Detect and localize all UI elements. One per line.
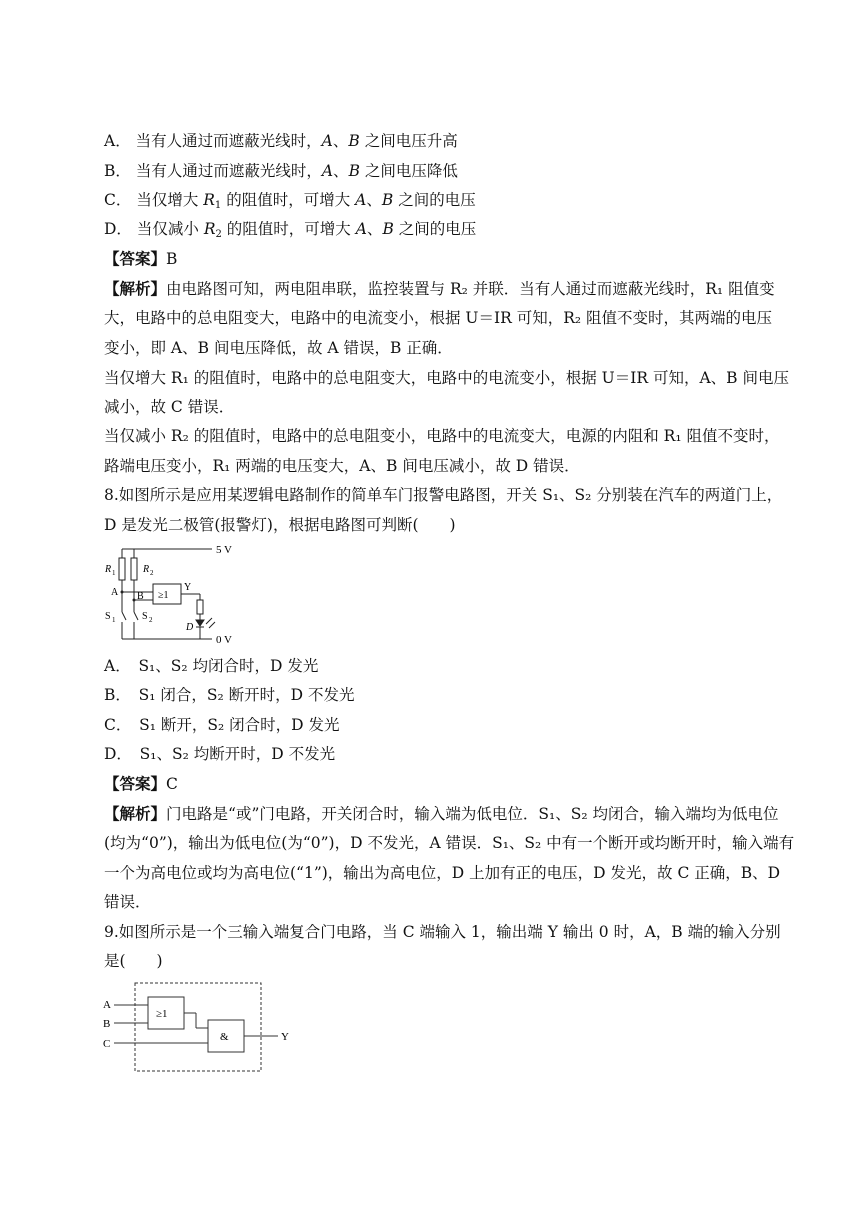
q9-gate-diagram (100, 980, 300, 1075)
q7-analysis-line: 变小，即 A、B 间电压降低，故 A 错误，B 正确． (104, 339, 453, 357)
circuit-label-d: D (186, 622, 194, 633)
circuit-label-y: Y (184, 582, 192, 593)
circuit-label-s1: S (105, 611, 111, 622)
q7-analysis-line: 路端电压变小，R₁ 两端的电压变大，A、B 间电压减小，故 D 错误． (104, 457, 580, 475)
q8-stem-line: 8.如图所示是应用某逻辑电路制作的简单车门报警电路图，开关 S₁、S₂ 分别装在汽车的两道门上， (104, 486, 783, 504)
q7-analysis-line: 当仅减小 R₂ 的阻值时，电路中的总电阻变小，电路中的电流变大，电源的内阻和 R₁ 阻值不变时， (104, 427, 780, 445)
q7-option-c: C． 当仅增大 $R_1$ 的阻值时，可增大 A、B 之间的电压 (104, 191, 476, 211)
q8-analysis-line: (均为“0”)，输出为低电位(为“0”)，D 不发光，A 错误．S₁、S₂ 中有一个断开或均断开时，输入端有 (104, 834, 795, 852)
circuit-label-0v: 0 V (216, 634, 232, 646)
q7-option-b: B． 当有人通过而遮蔽光线时，A、B 之间电压降低 (104, 162, 458, 180)
gate-input-b-label: B (103, 1018, 111, 1030)
circuit-label-s1-sub: 1 (112, 616, 116, 624)
circuit-label-s2-sub: 2 (149, 616, 153, 624)
q8-option-b: B． S₁ 闭合，S₂ 断开时，D 不发光 (104, 686, 355, 704)
circuit-gate-label: ≥1 (158, 590, 169, 601)
q8-option-a: A． S₁、S₂ 均闭合时，D 发光 (104, 657, 319, 675)
gate-input-c-label: C (103, 1038, 111, 1050)
q8-stem-line: D 是发光二极管(报警灯)，根据电路图可判断( ) (104, 516, 456, 534)
q7-option-d: D． 当仅减小 $R_2$ 的阻值时，可增大 A、B 之间的电压 (104, 220, 477, 240)
and-gate-label: & (220, 1031, 229, 1043)
q7-analysis-line: 当仅增大 R₁ 的阻值时，电路中的总电阻变大，电路中的电流变小，根据 U＝IR 可知，A、B 间电压 (104, 369, 789, 387)
circuit-label-b: B (137, 591, 144, 602)
or-gate-label: ≥1 (156, 1008, 168, 1020)
circuit-label-a: A (111, 587, 119, 598)
q8-analysis-line: 一个为高电位或均为高电位(“1”)，输出为高电位，D 上加有正的电压，D 发光，故 C 正确，B、D (104, 864, 781, 882)
circuit-label-5v: 5 V (216, 544, 232, 556)
circuit-label-r1: R (105, 564, 112, 575)
q7-answer: 【答案】B (104, 249, 178, 268)
q9-stem-line: 9.如图所示是一个三输入端复合门电路，当 C 端输入 1，输出端 Y 输出 0 时，A，B 端的输入分别 (104, 923, 781, 941)
circuit-label-s2: S (142, 611, 148, 622)
q8-answer: 【答案】C (104, 774, 178, 793)
circuit-label-r1-sub: 1 (112, 569, 116, 577)
q7-analysis-line: 大，电路中的总电阻变大，电路中的电流变小，根据 U＝IR 可知，R₂ 阻值不变时，其两端的电压 (104, 309, 773, 327)
circuit-label-r2-sub: 2 (150, 569, 154, 577)
gate-output-y-label: Y (281, 1031, 289, 1043)
q7-analysis-line: 减小，故 C 错误． (104, 398, 235, 416)
q8-circuit-diagram (100, 540, 250, 648)
q8-analysis-line: 【解析】门电路是“或”门电路，开关闭合时，输入端为低电位．S₁、S₂ 均闭合，输入端均为低电位 (104, 804, 779, 823)
q9-stem-line: 是( ) (104, 952, 163, 970)
q8-analysis-line: 错误． (104, 893, 151, 911)
gate-input-a-label: A (103, 999, 111, 1011)
q8-option-c: C． S₁ 断开，S₂ 闭合时，D 发光 (104, 716, 340, 734)
q8-option-d: D． S₁、S₂ 均断开时，D 不发光 (104, 745, 336, 763)
q7-analysis-line: 【解析】由电路图可知，两电阻串联，监控装置与 R₂ 并联．当有人通过而遮蔽光线时，R₁ 阻值变 (104, 279, 775, 298)
q7-option-a: A． 当有人通过而遮蔽光线时，A、B 之间电压升高 (104, 132, 458, 150)
circuit-label-r2: R (143, 564, 150, 575)
